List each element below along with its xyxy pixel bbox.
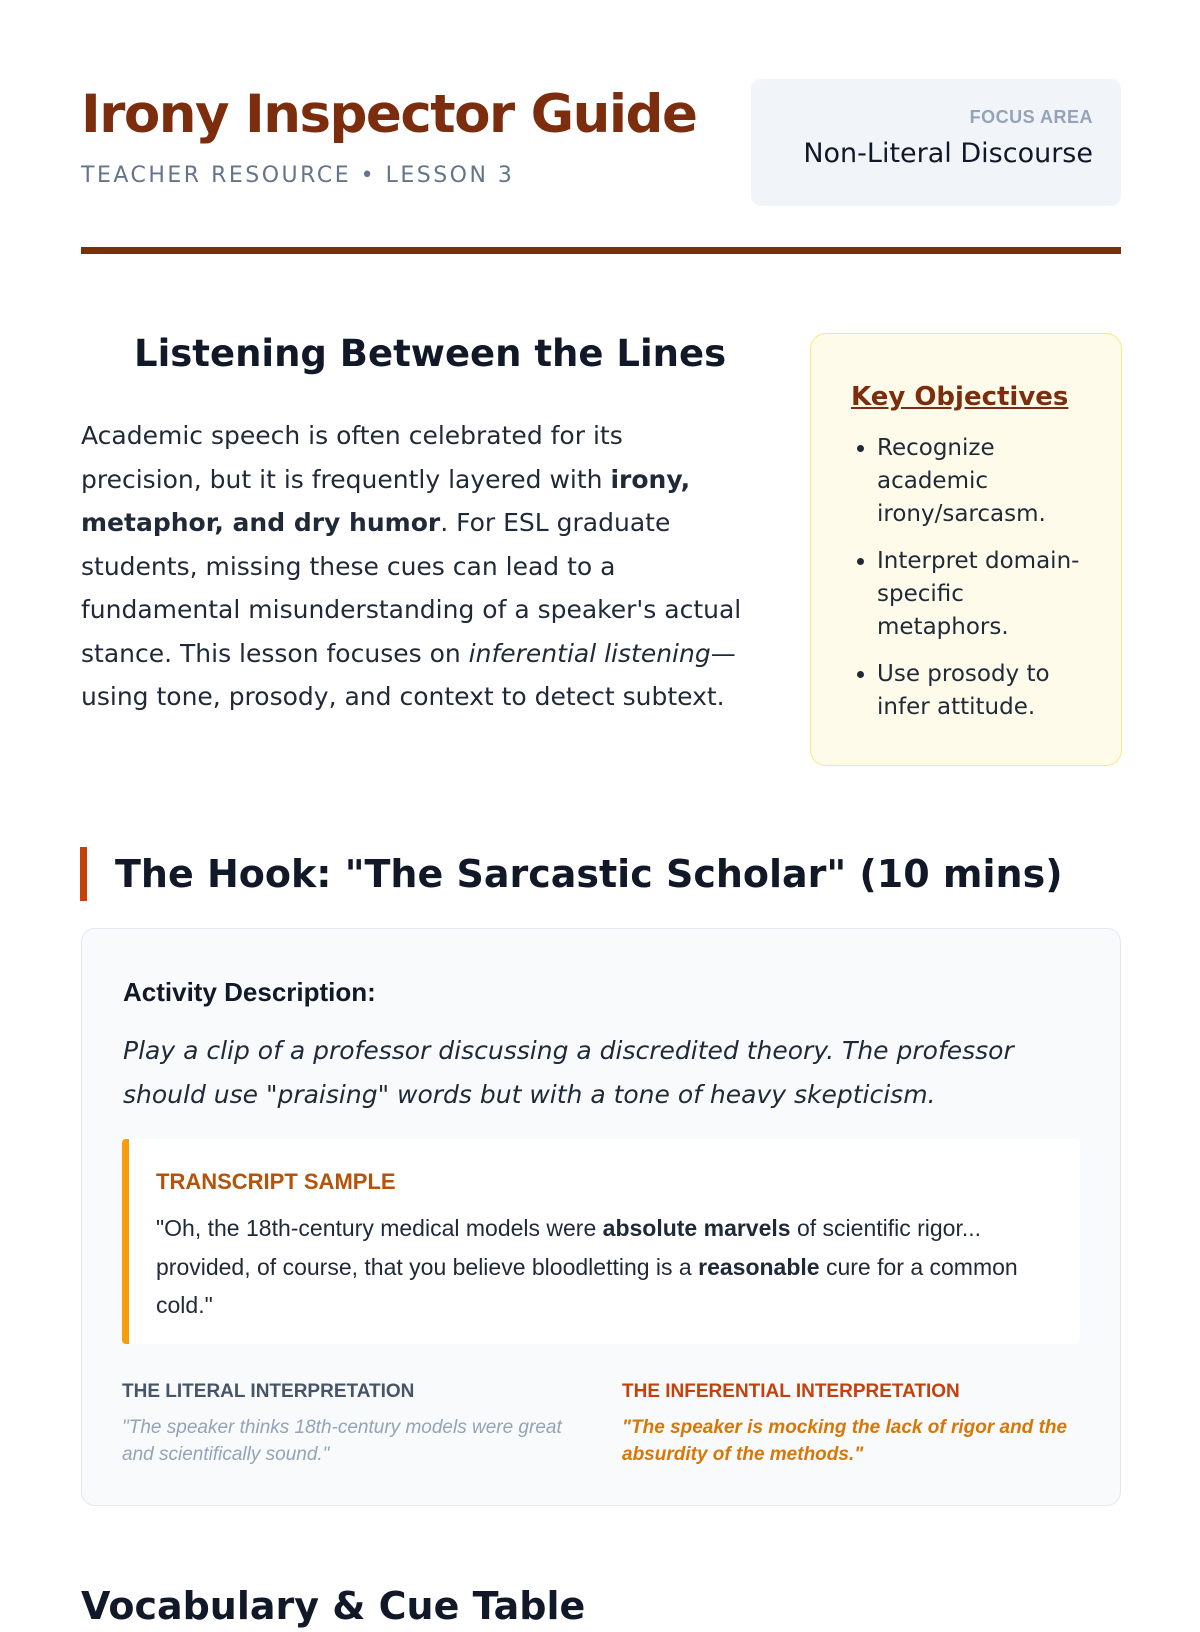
section-accent-bar	[80, 847, 87, 901]
focus-area-card	[751, 79, 1121, 206]
next-section-heading: Vocabulary & Cue Table	[81, 1584, 586, 1628]
page-title: Irony Inspector Guide	[81, 84, 697, 145]
transcript-part3: cure for a common cold."	[156, 1253, 1018, 1318]
intro-text-italic: inferential listening	[468, 638, 711, 668]
transcript-quote	[156, 1209, 1061, 1325]
objective-item: • Use prosody to infer attitude.	[877, 658, 1097, 724]
inferential-interpretation-label: THE INFERENTIAL INTERPRETATION	[622, 1381, 960, 1402]
activity-description-text: Play a clip of a professor discussing a discredited theory. The professor should use "praising" words but with a tone of heavy skepticism.	[123, 1036, 1014, 1109]
transcript-part1: "Oh, the 18th-century medical models were	[156, 1215, 603, 1241]
objectives-list	[851, 432, 1097, 724]
transcript-part2: of scientific rigor... provided, of course, that you believe bloodletting is a	[156, 1215, 982, 1280]
intro-text-part2: . For ESL graduate students, missing these cues can lead to a fundamental misunderstanding of a speaker's actual stance. This lesson focuses on	[81, 508, 742, 668]
hook-section-heading: The Hook: "The Sarcastic Scholar" (10 mins)	[115, 852, 1063, 896]
literal-interpretation-label: THE LITERAL INTERPRETATION	[122, 1381, 415, 1402]
transcript-label: TRANSCRIPT SAMPLE	[156, 1169, 396, 1194]
intro-paragraph	[81, 414, 746, 719]
intro-heading: Listening Between the Lines	[134, 332, 727, 375]
focus-area-label: FOCUS AREA	[969, 107, 1093, 127]
page-subtitle: TEACHER RESOURCE • LESSON 3	[81, 163, 515, 188]
header-divider	[81, 247, 1121, 254]
key-objectives-title: Key Objectives	[851, 382, 1069, 412]
inferential-interpretation-text: "The speaker is mocking the lack of rigor and the absurdity of the methods."	[622, 1417, 1068, 1465]
objective-item: • Interpret domain-specific metaphors.	[877, 545, 1097, 644]
transcript-bold-2: reasonable	[698, 1253, 820, 1280]
objective-item: • Recognize academic irony/sarcasm.	[877, 432, 1097, 531]
activity-card	[81, 928, 1121, 1506]
key-objectives-panel	[810, 333, 1122, 766]
intro-text-part3: —using tone, prosody, and context to detect subtext.	[81, 638, 736, 711]
focus-area-value: Non-Literal Discourse	[803, 138, 1093, 169]
transcript-bold-1: absolute marvels	[602, 1215, 791, 1241]
intro-text-part1: Academic speech is often celebrated for its precision, but it is frequently layered with	[81, 421, 623, 494]
transcript-sample	[122, 1139, 1080, 1344]
literal-interpretation-text: "The speaker thinks 18th-century models were great and scientifically sound."	[122, 1417, 562, 1465]
activity-description-label: Activity Description:	[123, 977, 376, 1007]
page-header	[81, 79, 1121, 254]
intro-text-bold: irony, metaphor, and dry humor	[81, 464, 691, 537]
